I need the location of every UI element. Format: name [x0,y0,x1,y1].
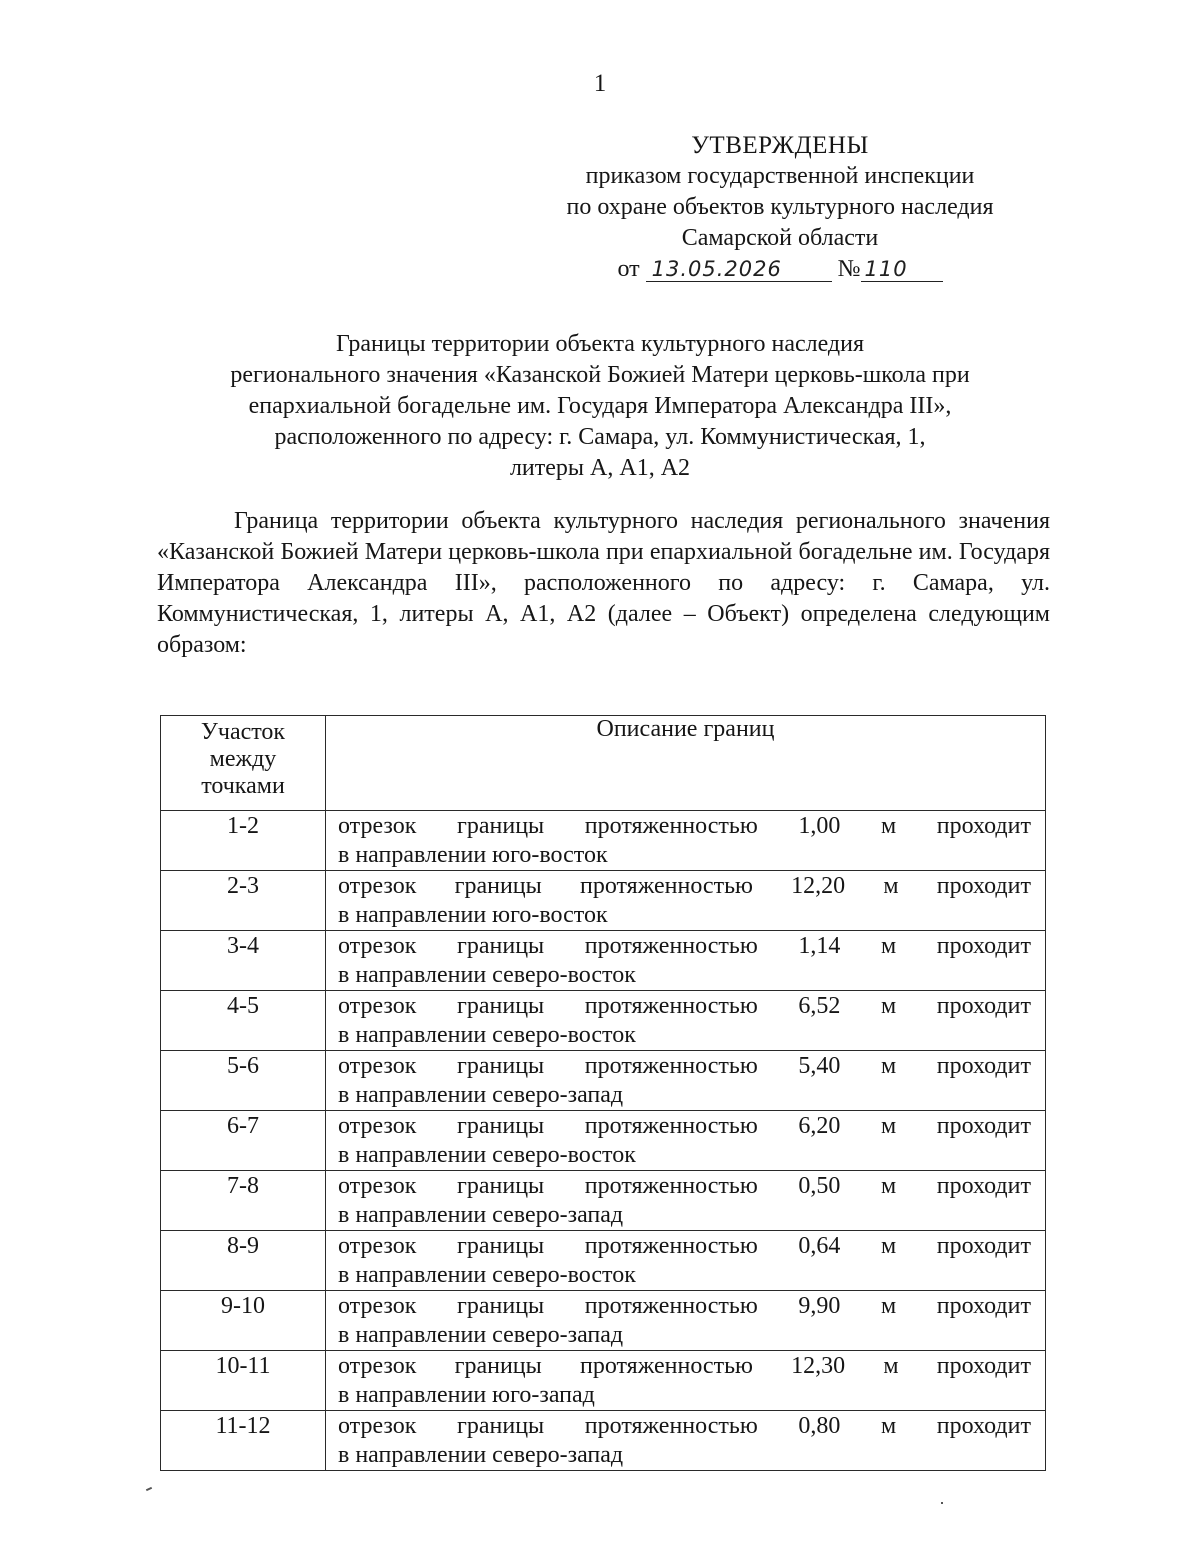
segment-cell: 8-9 [161,1231,326,1291]
word-segment: отрезок [338,1053,417,1079]
table-body [161,811,1046,1471]
description-cell [326,1231,1046,1291]
unit: м [883,1353,899,1379]
word-border: границы [457,1113,545,1139]
length-value: 6,52 [798,993,841,1019]
description-cell [326,991,1046,1051]
unit: м [880,1053,897,1079]
word-length: протяженностью [584,1233,758,1259]
word-border: границы [457,1233,545,1259]
approval-line-3: Самарской области [681,225,879,251]
word-passes: проходит [936,1173,1031,1199]
description-cell [326,1351,1046,1411]
direction-text: в направлении северо-запад [338,1082,624,1108]
description-line-1 [338,872,1031,901]
segment-cell: 4-5 [161,991,326,1051]
unit: м [880,1173,897,1199]
table-row [161,1051,1046,1111]
number-label: № [837,256,861,282]
table-row [161,1351,1046,1411]
word-segment: отрезок [338,1173,417,1199]
unit: м [880,813,897,839]
word-length: протяженностью [579,1353,753,1379]
description-cell [326,871,1046,931]
description-cell [326,1111,1046,1171]
word-length: протяженностью [584,933,758,959]
title-line-3: епархиальной богадельне им. Государя Императора Александра III», [248,393,952,419]
direction-text: в направлении северо-запад [338,1322,624,1348]
length-value: 6,20 [798,1113,841,1139]
word-segment: отрезок [338,873,417,899]
unit: м [880,1113,897,1139]
word-segment: отрезок [338,813,417,839]
word-length: протяженностью [584,1173,758,1199]
unit: м [880,1293,897,1319]
handwritten-number: 110 [861,257,943,282]
table-row [161,871,1046,931]
title-line-5: литеры А, А1, А2 [509,455,691,481]
description-cell [326,931,1046,991]
segment-cell: 3-4 [161,931,326,991]
table-row [161,1231,1046,1291]
title-line-4: расположенного по адресу: г. Самара, ул. Коммунистическая, 1, [274,424,926,450]
segment-cell: 10-11 [161,1351,326,1411]
description-line-1 [338,1052,1031,1081]
word-border: границы [457,1173,545,1199]
header-segment-line-3: точками [201,773,285,799]
word-border: границы [457,993,545,1019]
word-passes: проходит [936,1233,1031,1259]
header-segment [161,716,326,811]
description-line-1 [338,992,1031,1021]
page-number: 1 [593,70,607,97]
word-passes: проходит [936,933,1031,959]
table-row [161,1171,1046,1231]
description-cell [326,1411,1046,1471]
word-passes: проходит [936,1413,1031,1439]
from-label: от [617,256,640,282]
title-line-1: Границы территории объекта культурного наследия [335,331,865,357]
scan-speck [146,1487,152,1491]
length-value: 0,64 [798,1233,841,1259]
word-passes: проходит [936,1293,1031,1319]
word-border: границы [457,933,545,959]
segment-cell: 2-3 [161,871,326,931]
table-row [161,991,1046,1051]
unit: м [880,1233,897,1259]
direction-text: в направлении северо-запад [338,1202,624,1228]
description-line-1 [338,1232,1031,1261]
word-length: протяженностью [579,873,753,899]
unit: м [883,873,899,899]
description-line-1 [338,1292,1031,1321]
word-segment: отрезок [338,1113,417,1139]
header-description: Описание границ [326,716,1046,811]
description-cell [326,1051,1046,1111]
word-segment: отрезок [338,1293,417,1319]
direction-text: в направлении северо-запад [338,1442,624,1468]
description-line-1 [338,932,1031,961]
word-segment: отрезок [338,1413,417,1439]
table-row [161,1291,1046,1351]
table-row [161,811,1046,871]
word-segment: отрезок [338,933,417,959]
table-header-row [161,716,1046,811]
direction-text: в направлении северо-восток [338,1022,636,1048]
unit: м [880,1413,897,1439]
segment-cell: 9-10 [161,1291,326,1351]
description-cell [326,1171,1046,1231]
description-line-1 [338,1352,1031,1381]
word-border: границы [457,813,545,839]
approval-line-1: приказом государственной инспекции [585,163,975,189]
word-length: протяженностью [584,1113,758,1139]
word-passes: проходит [936,993,1031,1019]
word-segment: отрезок [338,1353,417,1379]
description-cell [326,811,1046,871]
segment-cell: 1-2 [161,811,326,871]
direction-text: в направлении северо-восток [338,1262,636,1288]
approval-line-2: по охране объектов культурного наследия [566,194,994,220]
length-value: 5,40 [798,1053,841,1079]
title-line-2: регионального значения «Казанской Божией Матери церковь-школа при [230,362,970,388]
table-row [161,931,1046,991]
direction-text: в направлении северо-восток [338,962,636,988]
word-passes: проходит [936,873,1031,899]
word-passes: проходит [936,813,1031,839]
word-length: протяженностью [584,1413,758,1439]
order-reference [540,254,1020,285]
description-line-1 [338,812,1031,841]
word-length: протяженностью [584,993,758,1019]
description-cell [326,1291,1046,1351]
word-segment: отрезок [338,993,417,1019]
length-value: 12,20 [791,873,846,899]
word-length: протяженностью [584,813,758,839]
word-border: границы [454,873,542,899]
word-passes: проходит [936,1353,1031,1379]
length-value: 0,50 [798,1173,841,1199]
word-segment: отрезок [338,1233,417,1259]
header-segment-line-1: Участок [200,719,286,745]
word-border: границы [457,1053,545,1079]
word-border: границы [457,1413,545,1439]
segment-cell: 5-6 [161,1051,326,1111]
length-value: 0,80 [798,1413,841,1439]
length-value: 1,00 [798,813,841,839]
word-length: протяженностью [584,1293,758,1319]
description-line-1 [338,1412,1031,1441]
length-value: 1,14 [798,933,841,959]
length-value: 9,90 [798,1293,841,1319]
table-row [161,1411,1046,1471]
segment-cell: 7-8 [161,1171,326,1231]
direction-text: в направлении северо-восток [338,1142,636,1168]
handwritten-date: 13.05.2026 [646,257,832,282]
word-passes: проходит [936,1053,1031,1079]
boundary-table [160,715,1046,1471]
description-line-1 [338,1112,1031,1141]
direction-text: в направлении юго-восток [338,842,608,868]
segment-cell: 11-12 [161,1411,326,1471]
length-value: 12,30 [791,1353,846,1379]
segment-cell: 6-7 [161,1111,326,1171]
word-border: границы [454,1353,542,1379]
direction-text: в направлении юго-восток [338,902,608,928]
table-row [161,1111,1046,1171]
word-passes: проходит [936,1113,1031,1139]
document-title [150,329,1050,484]
intro-paragraph: Граница территории объекта культурного наследия регионального значения «Казанской Божией Матери церковь-школа при епархиальной богадельне им. Государя Императора Александра III», расположенного по адресу: г. Самара, ул. Коммунистическая, 1, литеры А, А1, А2 (далее – Объект) определена следующим образом: [157,508,1050,658]
unit: м [880,933,897,959]
approval-block [540,130,1020,285]
word-border: границы [457,1293,545,1319]
unit: м [880,993,897,1019]
approval-heading: УТВЕРЖДЕНЫ [691,132,869,159]
scan-speck [941,1502,943,1504]
word-length: протяженностью [584,1053,758,1079]
header-segment-line-2: между [209,746,277,772]
direction-text: в направлении юго-запад [338,1382,595,1408]
description-line-1 [338,1172,1031,1201]
